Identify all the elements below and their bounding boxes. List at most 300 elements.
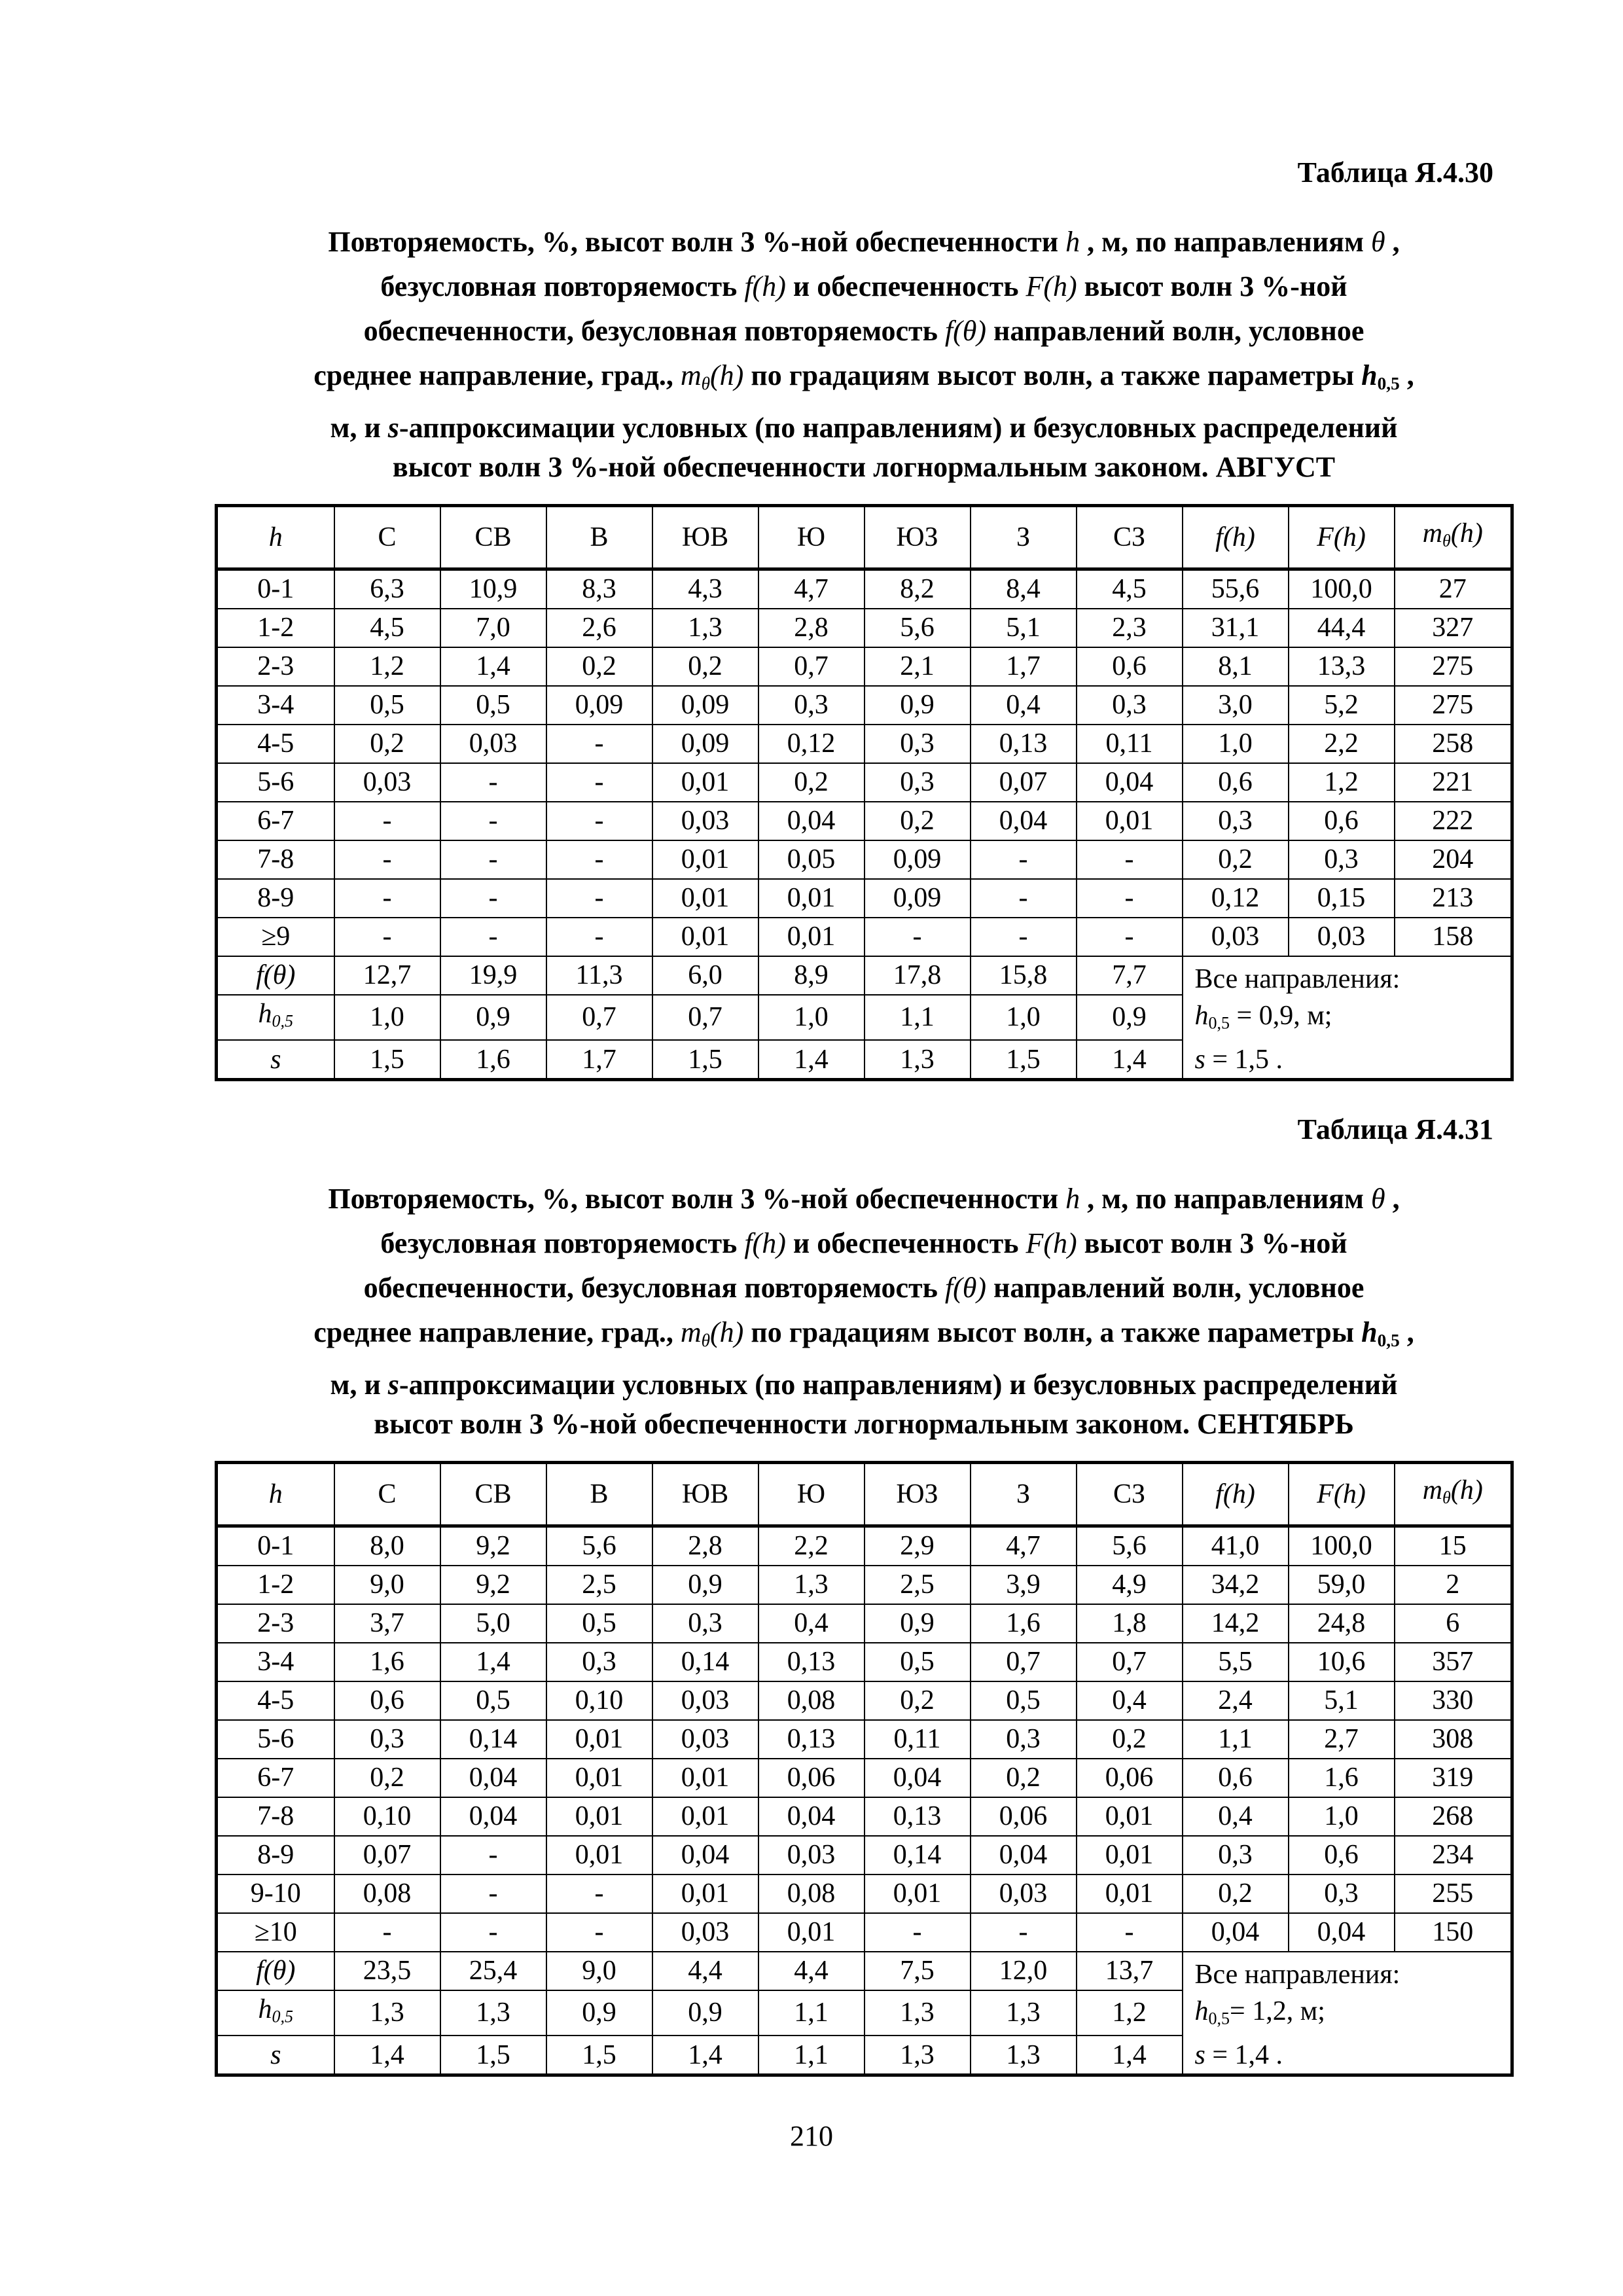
table-cell: - bbox=[334, 1913, 440, 1952]
table-body bbox=[217, 569, 1512, 956]
note-s: s = 1,5 . bbox=[1194, 1045, 1283, 1075]
table-cell: 1,7 bbox=[546, 1040, 652, 1080]
table-cell: 1,5 bbox=[652, 1040, 758, 1080]
row-label: 4-5 bbox=[217, 725, 334, 763]
table-row bbox=[217, 609, 1512, 647]
table-cell: 0,2 bbox=[546, 647, 652, 686]
caption-line: обеспеченности, безусловная повторяемость f(θ) направлений волн, условное bbox=[363, 315, 1364, 347]
table-cell: 1,4 bbox=[652, 2036, 758, 2075]
note-h05: $h_{0,5} = 0,9$, м; bbox=[1194, 1000, 1332, 1032]
table-cell: 1,0 bbox=[1289, 1797, 1395, 1836]
table-cell: 10,9 bbox=[440, 569, 546, 609]
table-cell: 5,1 bbox=[1289, 1681, 1395, 1720]
table-cell: - bbox=[440, 1874, 546, 1913]
table-cell: 0,14 bbox=[652, 1643, 758, 1681]
table-cell: 6 bbox=[1395, 1604, 1512, 1643]
table-cell: - bbox=[546, 802, 652, 840]
table-cell: 0,9 bbox=[440, 995, 546, 1041]
caption-line: м, и s-аппроксимации условных (по направлениям) и безусловных распределений bbox=[330, 411, 1398, 444]
table-number-2: Таблица Я.4.31 bbox=[1297, 1113, 1493, 1145]
table-cell: 0,5 bbox=[440, 686, 546, 725]
table-cell: 0,10 bbox=[334, 1797, 440, 1836]
table-cell: - bbox=[440, 1836, 546, 1874]
table-cell: 9,2 bbox=[440, 1526, 546, 1566]
table-cell: 0,05 bbox=[758, 840, 865, 879]
table-cell: 6,0 bbox=[652, 956, 758, 995]
row-label: 0-1 bbox=[217, 1526, 334, 1566]
table-cell: 1,3 bbox=[865, 1990, 971, 2036]
header-ne: СВ bbox=[440, 506, 546, 569]
table-cell: 0,01 bbox=[758, 879, 865, 918]
header-se: ЮВ bbox=[652, 1463, 758, 1526]
table-row bbox=[217, 879, 1512, 918]
table-cell: 0,7 bbox=[971, 1643, 1077, 1681]
table-cell: - bbox=[1077, 879, 1183, 918]
table-cell: - bbox=[971, 918, 1077, 956]
row-label: ≥10 bbox=[217, 1913, 334, 1952]
table-cell: 0,01 bbox=[652, 1874, 758, 1913]
table-cell: 0,09 bbox=[652, 725, 758, 763]
note-s: s = 1,4 . bbox=[1194, 2040, 1283, 2070]
table-cell: 4,9 bbox=[1077, 1566, 1183, 1604]
table-cell: 268 bbox=[1395, 1797, 1512, 1836]
table-cell: 0,11 bbox=[1077, 725, 1183, 763]
table-cell: 158 bbox=[1395, 918, 1512, 956]
row-label: 6-7 bbox=[217, 802, 334, 840]
table-cell: 1,3 bbox=[440, 1990, 546, 2036]
table-cell: 5,2 bbox=[1289, 686, 1395, 725]
row-label: 3-4 bbox=[217, 1643, 334, 1681]
table-cell: 1,5 bbox=[971, 1040, 1077, 1080]
table-cell: 0,09 bbox=[865, 840, 971, 879]
table-cell: 2,5 bbox=[546, 1566, 652, 1604]
table-cell: - bbox=[440, 840, 546, 879]
table-number-1: Таблица Я.4.30 bbox=[1297, 156, 1493, 188]
table-row bbox=[217, 1681, 1512, 1720]
table-cell: 0,12 bbox=[1183, 879, 1289, 918]
table-cell: 2,9 bbox=[865, 1526, 971, 1566]
table-cell: 1,2 bbox=[1289, 763, 1395, 802]
table-cell: 2 bbox=[1395, 1566, 1512, 1604]
table-cell: 5,1 bbox=[971, 609, 1077, 647]
table-cell: 0,04 bbox=[1077, 763, 1183, 802]
table-cell: 0,13 bbox=[758, 1643, 865, 1681]
table-cell: 0,4 bbox=[971, 686, 1077, 725]
table-row bbox=[217, 647, 1512, 686]
table-cell: 1,8 bbox=[1077, 1604, 1183, 1643]
table-cell: 34,2 bbox=[1183, 1566, 1289, 1604]
table-cell: 100,0 bbox=[1289, 1526, 1395, 1566]
table-row bbox=[217, 725, 1512, 763]
table-cell: 44,4 bbox=[1289, 609, 1395, 647]
caption-line: м, и s-аппроксимации условных (по направлениям) и безусловных распределений bbox=[330, 1368, 1398, 1401]
row-label: $h_{0,5}$ bbox=[217, 1990, 334, 2036]
table-cell: 0,3 bbox=[652, 1604, 758, 1643]
table-cell: 0,01 bbox=[652, 763, 758, 802]
table-footer bbox=[217, 956, 1512, 1080]
table-cell: 0,04 bbox=[758, 1797, 865, 1836]
table-cell: 2,4 bbox=[1183, 1681, 1289, 1720]
row-label: 6-7 bbox=[217, 1759, 334, 1797]
table-cell: 0,5 bbox=[334, 686, 440, 725]
table-cell: 0,08 bbox=[758, 1874, 865, 1913]
table-cell: 0,7 bbox=[1077, 1643, 1183, 1681]
header-mtheta: $m_\theta(h)$ bbox=[1395, 506, 1512, 569]
wave-table-august bbox=[215, 504, 1514, 1081]
table-cell: 14,2 bbox=[1183, 1604, 1289, 1643]
table-cell: 2,1 bbox=[865, 647, 971, 686]
table-cell: 0,03 bbox=[440, 725, 546, 763]
table-cell: 2,2 bbox=[1289, 725, 1395, 763]
table-cell: 0,03 bbox=[1289, 918, 1395, 956]
table-header-row bbox=[217, 506, 1512, 569]
table-row bbox=[217, 1836, 1512, 1874]
row-label: 4-5 bbox=[217, 1681, 334, 1720]
table-cell: 59,0 bbox=[1289, 1566, 1395, 1604]
table-cell: - bbox=[546, 879, 652, 918]
table-cell: 1,0 bbox=[334, 995, 440, 1041]
table-cell: 0,3 bbox=[1183, 1836, 1289, 1874]
header-sw: ЮЗ bbox=[865, 1463, 971, 1526]
table-cell: 8,4 bbox=[971, 569, 1077, 609]
row-label: 9-10 bbox=[217, 1874, 334, 1913]
table-row bbox=[217, 1797, 1512, 1836]
table-cell: 0,2 bbox=[865, 802, 971, 840]
table-cell: 0,04 bbox=[758, 802, 865, 840]
table-cell: 1,3 bbox=[758, 1566, 865, 1604]
table-header-row bbox=[217, 1463, 1512, 1526]
table-cell: 0,01 bbox=[1077, 1874, 1183, 1913]
table-cell: 1,1 bbox=[865, 995, 971, 1041]
table-cell: 2,6 bbox=[546, 609, 652, 647]
table-cell: 0,01 bbox=[546, 1720, 652, 1759]
table-cell: 0,04 bbox=[865, 1759, 971, 1797]
table-cell: 2,5 bbox=[865, 1566, 971, 1604]
table-cell: 8,2 bbox=[865, 569, 971, 609]
header-n: С bbox=[334, 1463, 440, 1526]
header-mtheta: $m_\theta(h)$ bbox=[1395, 1463, 1512, 1526]
table-cell: 4,7 bbox=[758, 569, 865, 609]
table-cell: - bbox=[334, 840, 440, 879]
table-cell: 0,3 bbox=[1077, 686, 1183, 725]
row-label: s bbox=[217, 1040, 334, 1080]
table-cell: 0,01 bbox=[1077, 802, 1183, 840]
header-e: В bbox=[546, 1463, 652, 1526]
table-cell: 0,6 bbox=[1289, 802, 1395, 840]
table-cell: 1,3 bbox=[971, 1990, 1077, 2036]
table-cell: - bbox=[971, 840, 1077, 879]
table-cell: 5,6 bbox=[865, 609, 971, 647]
table-cell: 0,01 bbox=[652, 1759, 758, 1797]
table-cell: 0,3 bbox=[1183, 802, 1289, 840]
table-cell: 0,3 bbox=[865, 763, 971, 802]
row-label: 1-2 bbox=[217, 1566, 334, 1604]
table-cell: 2,8 bbox=[758, 609, 865, 647]
table-cell: 0,3 bbox=[971, 1720, 1077, 1759]
table-cell: 0,3 bbox=[865, 725, 971, 763]
table-cell: 0,4 bbox=[1077, 1681, 1183, 1720]
table-row bbox=[217, 1643, 1512, 1681]
table-cell: 330 bbox=[1395, 1681, 1512, 1720]
table-cell: 0,03 bbox=[334, 763, 440, 802]
table-cell: 2,3 bbox=[1077, 609, 1183, 647]
table-cell: 15,8 bbox=[971, 956, 1077, 995]
table-cell: 0,5 bbox=[440, 1681, 546, 1720]
table-cell: 12,7 bbox=[334, 956, 440, 995]
caption-line: высот волн 3 %-ной обеспеченности логнормальным законом. АВГУСТ bbox=[392, 450, 1336, 483]
table-cell: 1,3 bbox=[971, 2036, 1077, 2075]
table-row bbox=[217, 1720, 1512, 1759]
table-cell: 55,6 bbox=[1183, 569, 1289, 609]
table-cell: 0,01 bbox=[758, 1913, 865, 1952]
table-cell: 7,5 bbox=[865, 1952, 971, 1990]
table-cell: 8,9 bbox=[758, 956, 865, 995]
table-cell: - bbox=[334, 802, 440, 840]
table-cell: 1,1 bbox=[758, 1990, 865, 2036]
table-cell: 0,13 bbox=[971, 725, 1077, 763]
table-cell: 1,0 bbox=[758, 995, 865, 1041]
table-row bbox=[217, 802, 1512, 840]
table-cell: 1,5 bbox=[334, 1040, 440, 1080]
table-footer bbox=[217, 1952, 1512, 2075]
row-label: 2-3 bbox=[217, 1604, 334, 1643]
table-cell: 0,7 bbox=[652, 995, 758, 1041]
table-cell: 204 bbox=[1395, 840, 1512, 879]
table-cell: 1,7 bbox=[971, 647, 1077, 686]
caption-line: Повторяемость, %, высот волн 3 %-ной обеспеченности h , м, по направлениям θ , bbox=[328, 226, 1400, 258]
table-cell: 1,4 bbox=[334, 2036, 440, 2075]
table-cell: 2,2 bbox=[758, 1526, 865, 1566]
table-cell: 0,01 bbox=[652, 840, 758, 879]
table-cell: 0,6 bbox=[1183, 1759, 1289, 1797]
header-Fh: F(h) bbox=[1289, 1463, 1395, 1526]
table-cell: 0,03 bbox=[1183, 918, 1289, 956]
table-cell: 17,8 bbox=[865, 956, 971, 995]
table-cell: 2,7 bbox=[1289, 1720, 1395, 1759]
table-cell: 222 bbox=[1395, 802, 1512, 840]
caption-line: высот волн 3 %-ной обеспеченности логнормальным законом. СЕНТЯБРЬ bbox=[374, 1407, 1354, 1440]
table-cell: 308 bbox=[1395, 1720, 1512, 1759]
table-cell: 150 bbox=[1395, 1913, 1512, 1952]
table-row bbox=[217, 569, 1512, 609]
table-cell: 0,01 bbox=[546, 1836, 652, 1874]
table-cell: 275 bbox=[1395, 647, 1512, 686]
header-sw: ЮЗ bbox=[865, 506, 971, 569]
table-cell: 0,03 bbox=[652, 802, 758, 840]
table-cell: 0,08 bbox=[334, 1874, 440, 1913]
table-cell: 1,2 bbox=[334, 647, 440, 686]
table-cell: - bbox=[865, 918, 971, 956]
table-cell: 1,2 bbox=[1077, 1990, 1183, 2036]
row-label: 5-6 bbox=[217, 763, 334, 802]
table-row bbox=[217, 763, 1512, 802]
table-cell: 9,0 bbox=[334, 1566, 440, 1604]
table-cell: 319 bbox=[1395, 1759, 1512, 1797]
table-cell: - bbox=[440, 802, 546, 840]
table-cell: - bbox=[440, 879, 546, 918]
table-cell: 25,4 bbox=[440, 1952, 546, 1990]
table-cell: 258 bbox=[1395, 725, 1512, 763]
table-cell: 0,14 bbox=[440, 1720, 546, 1759]
row-label: f(θ) bbox=[217, 956, 334, 995]
table-cell: 0,09 bbox=[546, 686, 652, 725]
table-cell: 0,06 bbox=[971, 1797, 1077, 1836]
table-cell: 4,5 bbox=[1077, 569, 1183, 609]
table-cell: 0,01 bbox=[1077, 1797, 1183, 1836]
table-cell: 0,11 bbox=[865, 1720, 971, 1759]
table-cell: 0,14 bbox=[865, 1836, 971, 1874]
table-cell: 0,2 bbox=[334, 1759, 440, 1797]
table-cell: 0,5 bbox=[971, 1681, 1077, 1720]
table-cell: 275 bbox=[1395, 686, 1512, 725]
table-cell: 0,04 bbox=[440, 1797, 546, 1836]
ftheta-row bbox=[217, 956, 1512, 995]
table-cell: 221 bbox=[1395, 763, 1512, 802]
table-cell: 0,2 bbox=[1077, 1720, 1183, 1759]
table-cell: 0,04 bbox=[440, 1759, 546, 1797]
header-s: Ю bbox=[758, 1463, 865, 1526]
table-cell: - bbox=[546, 1874, 652, 1913]
table-cell: 0,2 bbox=[865, 1681, 971, 1720]
row-label: f(θ) bbox=[217, 1952, 334, 1990]
row-label: 8-9 bbox=[217, 879, 334, 918]
table-cell: 0,06 bbox=[1077, 1759, 1183, 1797]
page-number: 210 bbox=[790, 2120, 833, 2152]
table-cell: 357 bbox=[1395, 1643, 1512, 1681]
table-cell: 0,01 bbox=[652, 879, 758, 918]
table-cell: 0,03 bbox=[652, 1720, 758, 1759]
header-s: Ю bbox=[758, 506, 865, 569]
header-h: h bbox=[217, 1463, 334, 1526]
table-cell: 0,09 bbox=[865, 879, 971, 918]
table-cell: 24,8 bbox=[1289, 1604, 1395, 1643]
table-row bbox=[217, 1913, 1512, 1952]
table-cell: 0,01 bbox=[546, 1759, 652, 1797]
table-cell: 0,04 bbox=[1289, 1913, 1395, 1952]
ftheta-row bbox=[217, 1952, 1512, 1990]
table-cell: 1,6 bbox=[1289, 1759, 1395, 1797]
table-cell: 0,2 bbox=[971, 1759, 1077, 1797]
table-cell: 1,6 bbox=[971, 1604, 1077, 1643]
table-body bbox=[217, 1526, 1512, 1952]
table-cell: 1,3 bbox=[652, 609, 758, 647]
table-cell: 1,6 bbox=[334, 1643, 440, 1681]
table-cell: 0,6 bbox=[334, 1681, 440, 1720]
table-row bbox=[217, 1604, 1512, 1643]
table-cell: 213 bbox=[1395, 879, 1512, 918]
header-nw: СЗ bbox=[1077, 1463, 1183, 1526]
table-cell: 0,2 bbox=[758, 763, 865, 802]
table-cell: - bbox=[971, 879, 1077, 918]
table-cell: 0,4 bbox=[758, 1604, 865, 1643]
caption-line: безусловная повторяемость f(h) и обеспеченность F(h) высот волн 3 %-ной bbox=[380, 270, 1347, 302]
table-cell: 0,08 bbox=[758, 1681, 865, 1720]
table-cell: 0,04 bbox=[652, 1836, 758, 1874]
table-cell: - bbox=[865, 1913, 971, 1952]
header-ne: СВ bbox=[440, 1463, 546, 1526]
table-cell: 10,6 bbox=[1289, 1643, 1395, 1681]
table-row bbox=[217, 1526, 1512, 1566]
table-cell: 1,1 bbox=[758, 2036, 865, 2075]
table-cell: 0,10 bbox=[546, 1681, 652, 1720]
row-label: 5-6 bbox=[217, 1720, 334, 1759]
table-cell: 1,6 bbox=[440, 1040, 546, 1080]
table-cell: 7,0 bbox=[440, 609, 546, 647]
all-directions-note bbox=[1183, 1952, 1512, 2075]
table-cell: - bbox=[334, 918, 440, 956]
table-cell: 1,4 bbox=[758, 1040, 865, 1080]
caption-line: безусловная повторяемость f(h) и обеспеченность F(h) высот волн 3 %-ной bbox=[380, 1227, 1347, 1259]
table-cell: 0,12 bbox=[758, 725, 865, 763]
table-caption-1 bbox=[216, 220, 1512, 484]
table-cell: 0,7 bbox=[546, 995, 652, 1041]
table-cell: - bbox=[546, 918, 652, 956]
table-cell: 4,4 bbox=[758, 1952, 865, 1990]
header-fh: f(h) bbox=[1183, 1463, 1289, 1526]
table-cell: 4,5 bbox=[334, 609, 440, 647]
table-cell: 0,03 bbox=[652, 1913, 758, 1952]
table-cell: 0,01 bbox=[1077, 1836, 1183, 1874]
table-cell: - bbox=[1077, 1913, 1183, 1952]
table-cell: 9,0 bbox=[546, 1952, 652, 1990]
row-label: ≥9 bbox=[217, 918, 334, 956]
table-cell: - bbox=[546, 725, 652, 763]
table-cell: 0,01 bbox=[652, 918, 758, 956]
table-cell: 1,3 bbox=[334, 1990, 440, 2036]
header-w: З bbox=[971, 506, 1077, 569]
table-cell: 7,7 bbox=[1077, 956, 1183, 995]
table-cell: 4,7 bbox=[971, 1526, 1077, 1566]
table-cell: 0,3 bbox=[1289, 840, 1395, 879]
table-cell: 0,03 bbox=[652, 1681, 758, 1720]
table-cell: 9,2 bbox=[440, 1566, 546, 1604]
table-row bbox=[217, 686, 1512, 725]
table-cell: 0,2 bbox=[1183, 840, 1289, 879]
table-cell: 2,8 bbox=[652, 1526, 758, 1566]
header-fh: f(h) bbox=[1183, 506, 1289, 569]
table-cell: 5,0 bbox=[440, 1604, 546, 1643]
table-cell: 100,0 bbox=[1289, 569, 1395, 609]
table-cell: 1,5 bbox=[546, 2036, 652, 2075]
table-cell: - bbox=[546, 840, 652, 879]
table-cell: - bbox=[1077, 840, 1183, 879]
table-cell: 327 bbox=[1395, 609, 1512, 647]
note-title: Все направления: bbox=[1194, 1959, 1400, 1990]
header-Fh: F(h) bbox=[1289, 506, 1395, 569]
table-cell: 8,3 bbox=[546, 569, 652, 609]
row-label: 7-8 bbox=[217, 1797, 334, 1836]
table-cell: 4,4 bbox=[652, 1952, 758, 1990]
table-caption-2 bbox=[216, 1177, 1512, 1441]
row-label: 8-9 bbox=[217, 1836, 334, 1874]
table-cell: 0,04 bbox=[1183, 1913, 1289, 1952]
table-cell: 1,0 bbox=[1183, 725, 1289, 763]
table-cell: 0,07 bbox=[334, 1836, 440, 1874]
all-directions-note bbox=[1183, 956, 1512, 1080]
table-cell: 19,9 bbox=[440, 956, 546, 995]
table-cell: 23,5 bbox=[334, 1952, 440, 1990]
table-cell: 12,0 bbox=[971, 1952, 1077, 1990]
table-cell: 0,2 bbox=[652, 647, 758, 686]
wave-table-september bbox=[215, 1461, 1514, 2077]
table-cell: 255 bbox=[1395, 1874, 1512, 1913]
table-cell: 13,7 bbox=[1077, 1952, 1183, 1990]
table-row bbox=[217, 1874, 1512, 1913]
row-label: s bbox=[217, 2036, 334, 2075]
caption-line: среднее направление, град., $m_\theta(h)$ по градациям высот волн, а также параметры $h_{0,5}$ , bbox=[313, 1316, 1414, 1350]
table-cell: 0,3 bbox=[1289, 1874, 1395, 1913]
table-cell: 0,3 bbox=[334, 1720, 440, 1759]
